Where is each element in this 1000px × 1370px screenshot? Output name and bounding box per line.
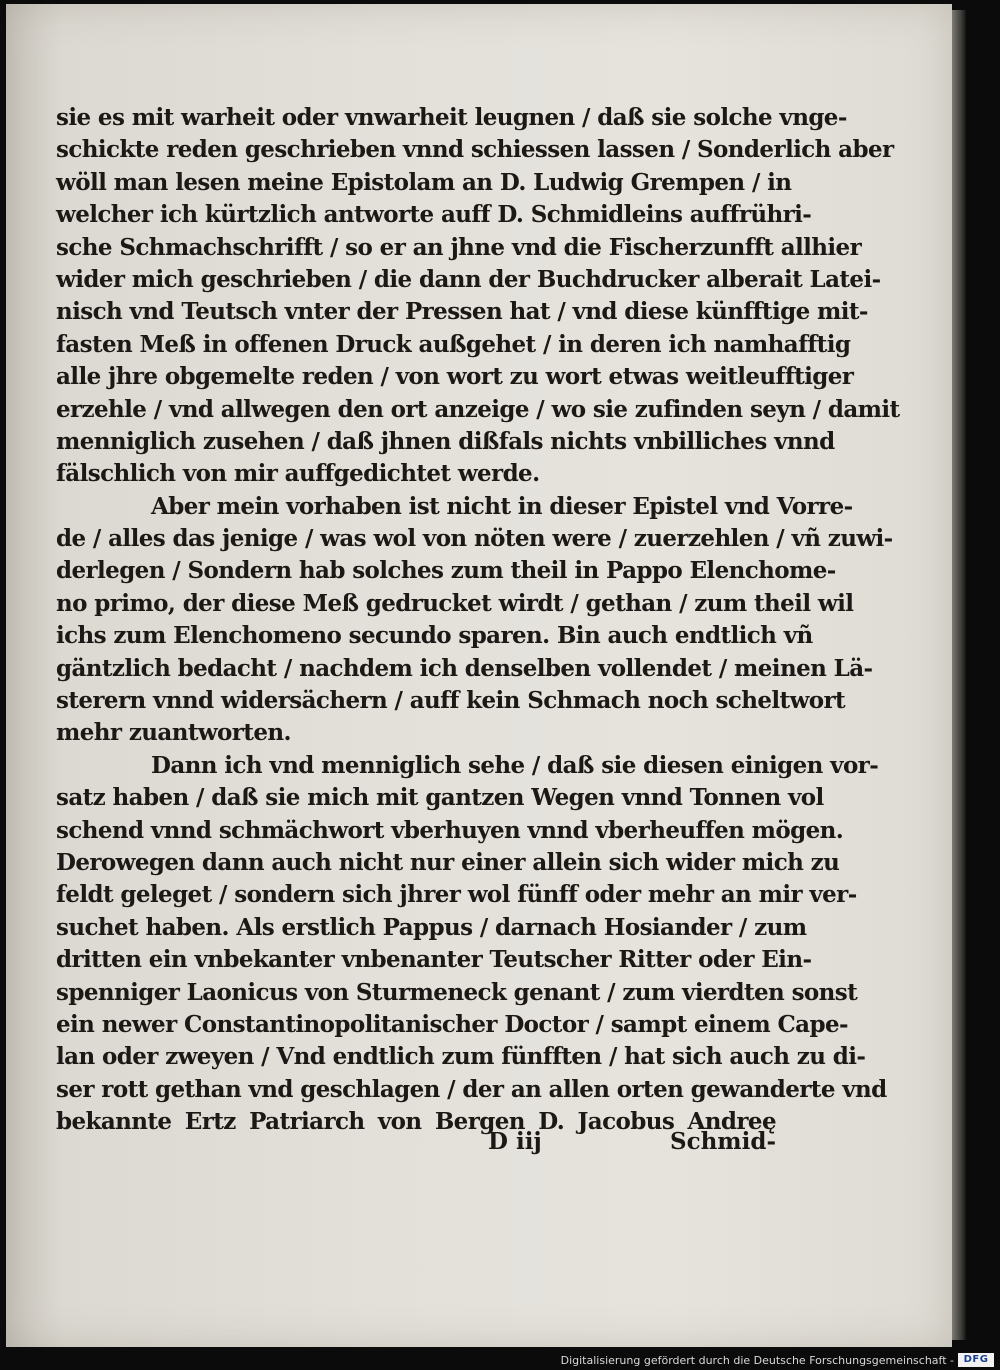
text-line: fasten Meß in offenen Druck außgehet / in deren ich namhafftig [56, 330, 851, 358]
text-line: sche Schmachschrifft / so er an jhne vnd die Fischerzunfft allhier [56, 233, 862, 261]
text-line: feldt geleget / sondern sich jhrer wol fünff oder mehr an mir ver- [56, 881, 857, 909]
text-line: satz haben / daß sie mich mit gantzen Wegen vnnd Tonnen vol [56, 784, 824, 812]
text-line: ichs zum Elenchomeno secundo sparen. Bin auch endtlich vñ [56, 622, 813, 650]
text-line: nisch vnd Teutsch vnter der Pressen hat / vnd diese künfftige mit- [56, 298, 868, 326]
signature-mark: D iij [488, 1128, 542, 1155]
text-line: Derowegen dann auch nicht nur einer allein sich wider mich zu [56, 848, 840, 876]
page-text-block [56, 102, 900, 1139]
text-line: no primo, der diese Meß gedrucket wirdt / gethan / zum theil wil [56, 589, 854, 617]
text-line: alle jhre obgemelte reden / von wort zu wort etwas weitleufftiger [56, 363, 854, 391]
text-line: suchet haben. Als erstlich Pappus / darnach Hosiander / zum [56, 913, 807, 941]
text-line: lan oder zweyen / Vnd endtlich zum fünfften / hat sich auch zu di- [56, 1043, 866, 1071]
book-page [6, 4, 952, 1347]
text-line: de / alles das jenige / was wol von nöten were / zuerzehlen / vñ zuwi- [56, 525, 893, 553]
text-line: ser rott gethan vnd geschlagen / der an allen orten gewanderte vnd [56, 1075, 887, 1103]
text-line: welcher ich kürtzlich antworte auff D. Schmidleins auffrühri- [56, 201, 812, 229]
dfg-logo-icon: DFG [958, 1353, 994, 1367]
text-line: fälschlich von mir auffgedichtet werde. [56, 460, 540, 488]
page-edge-shadow [952, 10, 966, 1340]
text-line: bekannte Ertz Patriarch von Bergen D. Jacobus Andreę [56, 1108, 776, 1136]
text-line: menniglich zusehen / daß jhnen dißfals nichts vnbilliches vnnd [56, 427, 835, 455]
catchword: Schmid- [669, 1128, 776, 1155]
text-line: wider mich geschrieben / die dann der Buchdrucker alberait Latei- [56, 265, 881, 293]
text-line: gäntzlich bedacht / nachdem ich denselben vollendet / meinen Lä- [56, 654, 873, 682]
signature-row [56, 1128, 776, 1162]
text-line: ein newer Constantinopolitanischer Doctor / sampt einem Cape- [56, 1010, 848, 1038]
text-line: sterern vnnd widersächern / auff kein Schmach noch scheltwort [56, 687, 846, 715]
text-line: schend vnnd schmächwort vberhuyen vnnd vberheuffen mögen. [56, 816, 844, 844]
text-line: mehr zuantworten. [56, 719, 291, 747]
text-line: dritten ein vnbekanter vnbenanter Teutscher Ritter oder Ein- [56, 946, 812, 974]
paragraph-start-line: Aber mein vorhaben ist nicht in dieser Epistel vnd Vorre- [151, 492, 853, 520]
paragraph-start-line: Dann ich vnd menniglich sehe / daß sie diesen einigen vor- [151, 751, 879, 779]
text-line: sie es mit warheit oder vnwarheit leugnen / daß sie solche vnge- [56, 104, 847, 131]
text-line: erzehle / vnd allwegen den ort anzeige / wo sie zufinden seyn / damit [56, 395, 900, 423]
digitization-credit: Digitalisierung gefördert durch die Deutsche Forschungsgemeinschaft - [560, 1354, 954, 1367]
text-line: spenniger Laonicus von Sturmeneck genant / zum vierdten sonst [56, 978, 858, 1006]
text-line: schickte reden geschrieben vnnd schiessen lassen / Sonderlich aber [56, 136, 894, 164]
text-line: wöll man lesen meine Epistolam an D. Ludwig Grempen / in [56, 168, 792, 196]
text-line: derlegen / Sondern hab solches zum theil in Pappo Elenchome- [56, 557, 836, 585]
